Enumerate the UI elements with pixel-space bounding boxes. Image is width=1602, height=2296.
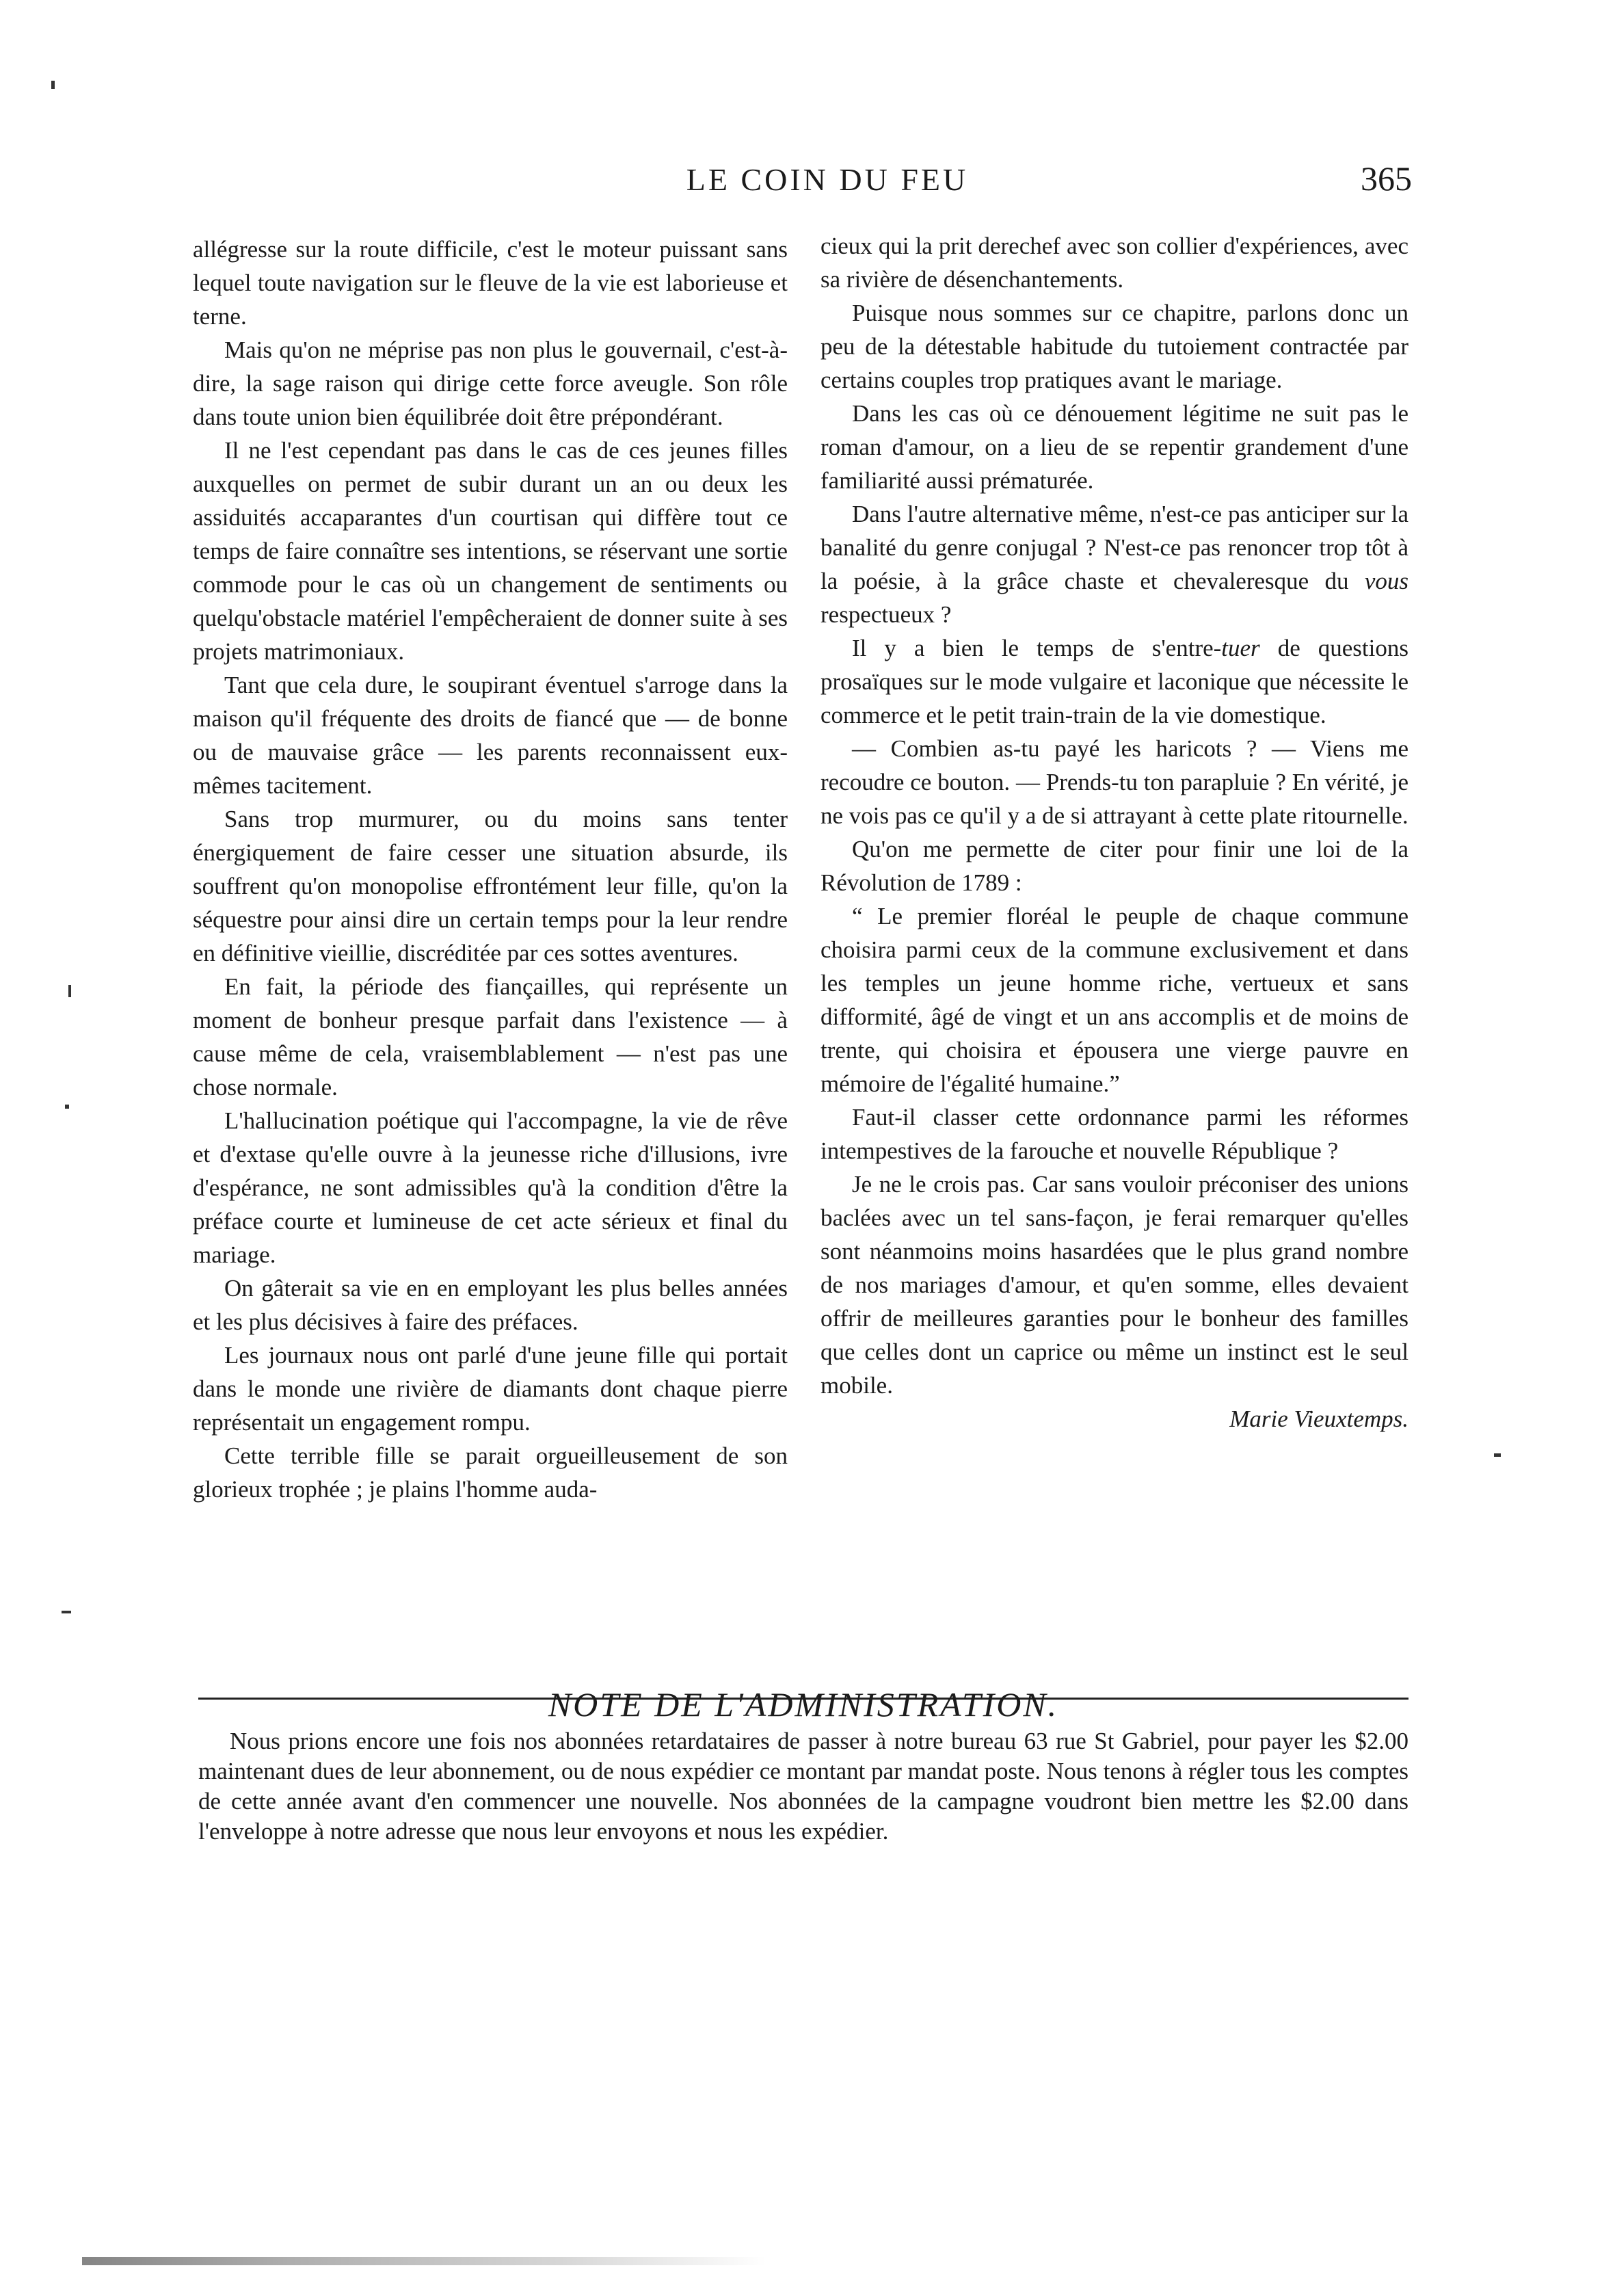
paragraph: Cette terrible fille se parait orgueilleusement de son glorieux trophée ; je plains l'homme auda- bbox=[193, 1442, 788, 1503]
paragraph: Mais qu'on ne méprise pas non plus le gouvernail, c'est-à-dire, la sage raison qui dirige cette force aveugle. Son rôle dans toute union bien équilibrée doit être prépondérant. bbox=[193, 337, 788, 430]
paragraph: Tant que cela dure, le soupirant éventuel s'arroge dans la maison qu'il fréquente des droits de fiancé que — de bonne ou de mauvaise grâce — les parents reconnaissent eux-mêmes tacitement. bbox=[193, 672, 788, 799]
running-header: LE COIN DU FEU bbox=[686, 162, 969, 197]
margin-speck bbox=[62, 1611, 71, 1613]
paragraph: allégresse sur la route difficile, c'est le moteur puissant sans lequel toute navigation sur le fleuve de la vie est laborieuse et terne. bbox=[193, 236, 788, 330]
paragraph: Les journaux nous ont parlé d'une jeune fille qui portait dans le monde une rivière de diamants dont chaque pierre représentait un engagement rompu. bbox=[193, 1342, 788, 1436]
quotation: “ Le premier floréal le peuple de chaque commune choisira parmi ceux de la commune exclusivement et dans les temples un jeune homme riche, vertueux et sans difformité, âgé de vingt et un ans accomplis et de moins de trente, qui choisira et épousera une vierge pauvre en mémoire de l'égalité humaine.” bbox=[820, 903, 1409, 1097]
paragraph: Puisque nous sommes sur ce chapitre, parlons donc un peu de la détestable habitude du tutoiement contractée par certains couples trop pratiques avant le mariage. bbox=[820, 300, 1409, 393]
paragraph: — Combien as-tu payé les haricots ? — Viens me recoudre ce bouton. — Prends-tu ton parapluie ? En vérité, je ne vois pas ce qu'il y a de si attrayant à cette plate ritournelle. bbox=[820, 735, 1409, 829]
note-body: Nous prions encore une fois nos abonnées retardataires de passer à notre bureau 63 rue St Gabriel, pour payer les $2.00 maintenant dues de leur abonnement, ou de nous expédier ce montant par mandat poste. Nous tenons à régler tous les comptes de cette année avant d'en commencer une nouvelle. Nos abonnées de la campagne voudront bien mettre les $2.00 dans l'enveloppe à notre adresse que nous leur envoyons et nous les expédier. bbox=[198, 1728, 1409, 1845]
note-title: NOTE DE L'ADMINISTRATION. bbox=[548, 1685, 1059, 1724]
text-run: Dans l'autre alternative même, n'est-ce pas anticiper sur la banalité du genre conjugal ? N'est-ce pas renoncer trop tôt à la poésie, à la grâce chaste et chevaleresque du bbox=[820, 501, 1409, 594]
margin-speck bbox=[68, 985, 71, 997]
author-signature: Marie Vieuxtemps. bbox=[1229, 1406, 1409, 1432]
paragraph: Dans les cas où ce dénouement légitime ne suit pas le roman d'amour, on a lieu de se repentir grandement d'une familiarité aussi prématurée. bbox=[820, 400, 1409, 494]
paragraph: Sans trop murmurer, ou du moins sans tenter énergiquement de faire cesser une situation absurde, ils souffrent qu'on monopolise effrontément leur fille, qu'on la séquestre pour ainsi dire un certain temps pour la leur rendre en définitive vieillie, discréditée par ces sottes aventures. bbox=[193, 806, 788, 966]
paragraph: cieux qui la prit derechef avec son collier d'expériences, avec sa rivière de désenchantements. bbox=[820, 233, 1409, 293]
paragraph bbox=[820, 497, 1409, 631]
emphasis-text: vous bbox=[1364, 568, 1409, 594]
paragraph: On gâterait sa vie en en employant les plus belles années et les plus décisives à faire des préfaces. bbox=[193, 1275, 788, 1335]
text-run: de questions prosaïques sur le mode vulgaire et laconique que nécessite le commerce et le petit train-train de la vie domestique. bbox=[820, 635, 1409, 728]
paragraph: Qu'on me permette de citer pour finir une loi de la Révolution de 1789 : bbox=[820, 836, 1409, 896]
paragraph: L'hallucination poétique qui l'accompagne, la vie de rêve et d'extase qu'elle ouvre à la jeunesse riche d'illusions, ivre d'espérance, ne sont admissibles qu'à la condition d'être la préface courte et lumineuse de cet acte sérieux et final du mariage. bbox=[193, 1107, 788, 1268]
administration-note bbox=[198, 1685, 1409, 1847]
page-bottom-edge bbox=[82, 2257, 766, 2265]
page-number: 365 bbox=[1361, 159, 1412, 198]
emphasis-text: tuer bbox=[1221, 635, 1260, 661]
right-column bbox=[820, 229, 1409, 1436]
text-run: respectueux ? bbox=[820, 601, 952, 628]
text-run: Il y a bien le temps de s'entre- bbox=[852, 635, 1222, 661]
paragraph: Il ne l'est cependant pas dans le cas de ces jeunes filles auxquelles on permet de subir durant un an ou deux les assiduités accaparantes d'un courtisan qui diffère tout ce temps de faire connaître ses intentions, se réservant une sortie commode pour le cas où un changement de sentiments ou quelqu'obstacle matériel l'empêcheraient de donner suite à ses projets matrimoniaux. bbox=[193, 437, 788, 665]
paragraph: En fait, la période des fiançailles, qui représente un moment de bonheur presque parfait dans l'existence — à cause même de cela, vraisemblablement — n'est pas une chose normale. bbox=[193, 973, 788, 1100]
margin-speck bbox=[1494, 1453, 1501, 1457]
paragraph: Je ne le crois pas. Car sans vouloir préconiser des unions baclées avec un tel sans-façon, je ferai remarquer qu'elles sont néanmoins moins hasardées que le plus grand nombre de nos mariages d'amour, et qu'en somme, elles devaient offrir de meilleures garanties pour le bonheur des familles que celles dont un caprice ou même un instinct est le seul mobile. bbox=[820, 1171, 1409, 1399]
paragraph: Faut-il classer cette ordonnance parmi les réformes intempestives de la farouche et nouvelle République ? bbox=[820, 1104, 1409, 1164]
left-column bbox=[193, 233, 788, 1506]
margin-speck bbox=[65, 1105, 69, 1109]
paragraph bbox=[820, 631, 1409, 732]
margin-speck bbox=[51, 81, 55, 89]
